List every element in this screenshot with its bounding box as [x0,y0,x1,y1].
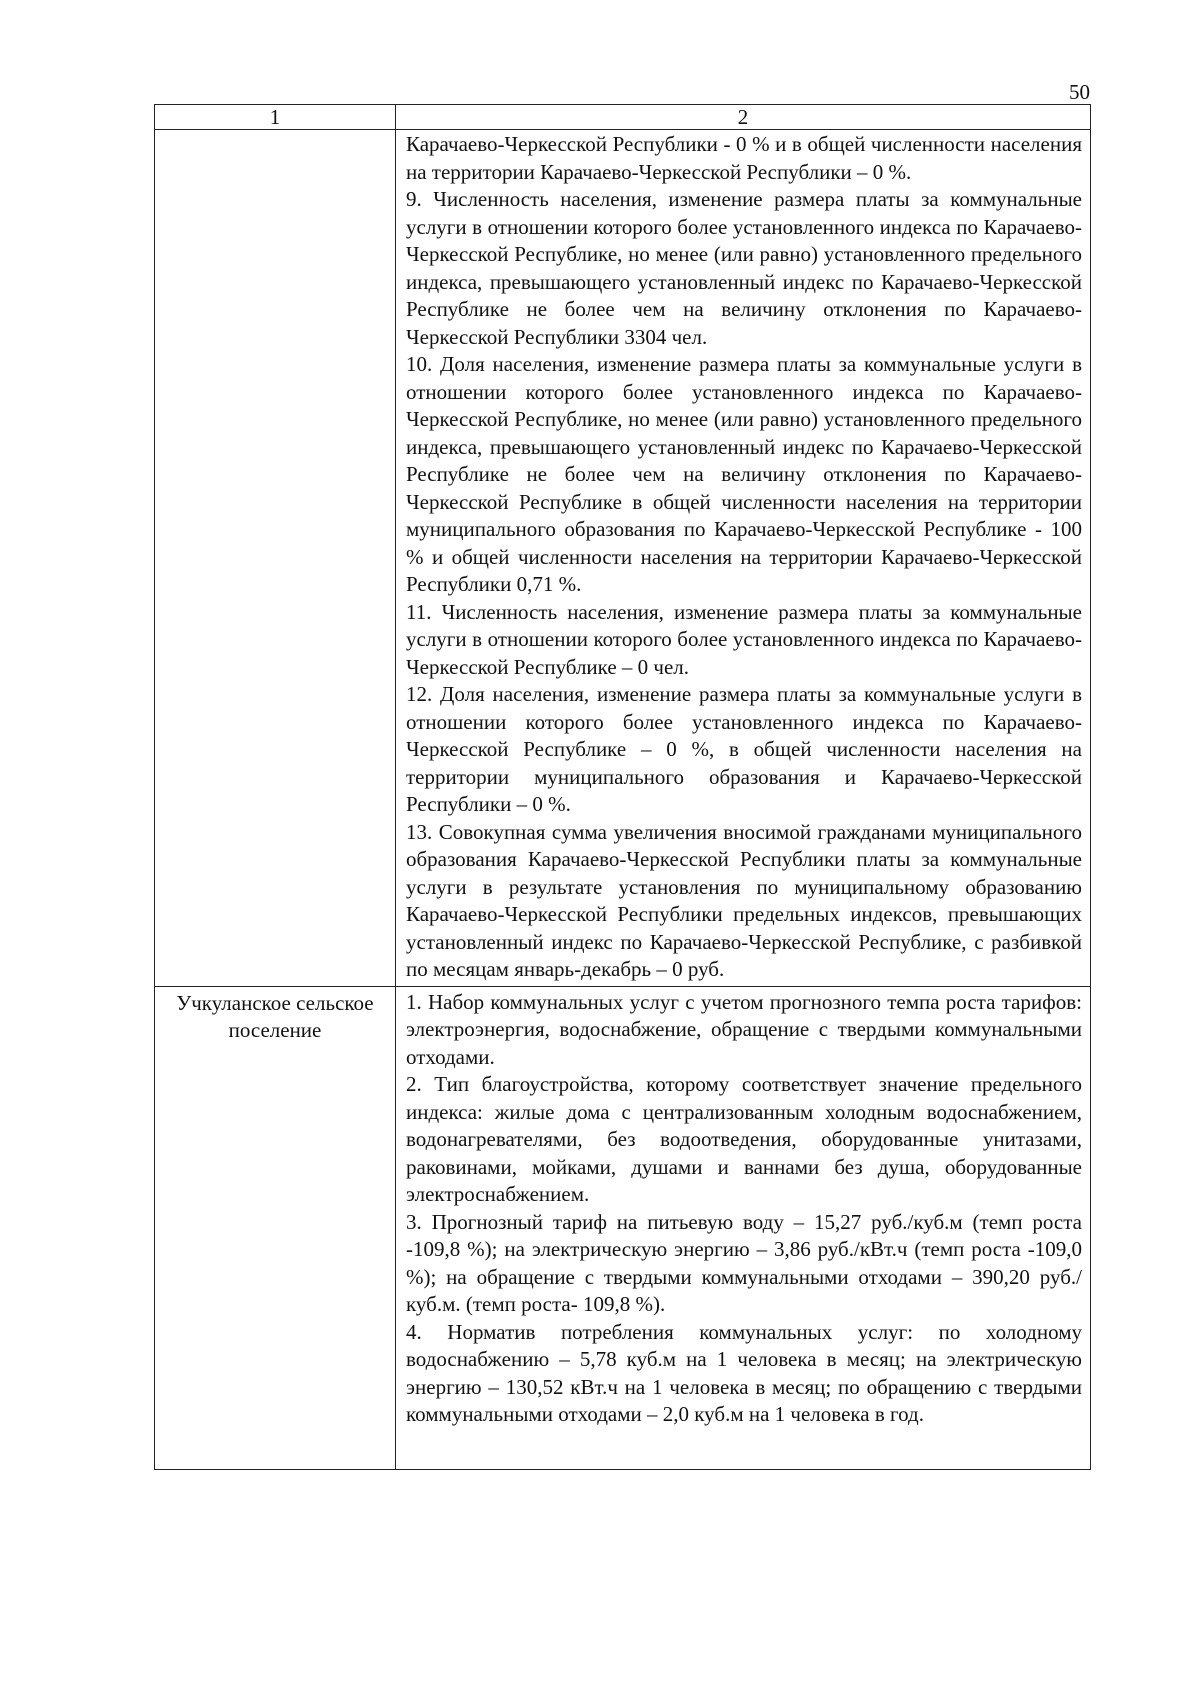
header-cell-column-1 [155,105,396,130]
municipality-name [155,130,395,133]
indicator-paragraph: 10. Доля населения, изменение размера платы за коммунальные услуги в отношении которого более установленного индекса по Карачаево-Черкесской Республике, но менее (или равно) установленного предельного индекса, превышающего установленный индекс по Карачаево-Черкесской Республике не более чем на величину отклонения по Карачаево-Черкесской Республике в общей численности населения на территории муниципального образования по Карачаево-Черкесской Республике - 100 % и общей численности населения на территории Карачаево-Черкесской Республики 0,71 %. [406,352,1082,596]
indicators-text [396,130,1090,986]
indicator-paragraph: 3. Прогнозный тариф на питьевую воду – 15,27 руб./куб.м (темп роста -109,8 %); на электрическую энергию – 3,86 руб./кВт.ч (темп роста -109,0 %); на обращение с твердыми коммунальными отходами – 390,20 руб./куб.м. (темп роста- 109,8 %). [406,1209,1082,1316]
header-cell-column-2 [396,105,1091,130]
table-row [155,130,1091,987]
indicator-paragraph: 13. Совокупная сумма увеличения вносимой гражданами муниципального образования Карачаево-Черкесской Республики платы за коммунальные услуги в результате установления по муниципальному образованию Карачаево-Черкесской Республики предельных индексов, превышающих установленный индекс по Карачаево-Черкесской Республике, с разбивкой по месяцам январь-декабрь – 0 руб. [406,819,1082,981]
table-header-row [155,105,1091,130]
column-1-header: 1 [269,105,281,129]
municipality-cell [155,986,396,1469]
indicators-cell [396,986,1091,1469]
indicator-paragraph: 12. Доля населения, изменение размера платы за коммунальные услуги в отношении которого более установленного индекса по Карачаево-Черкесской Республике – 0 %, в общей численности населения на территории муниципального образования и Карачаево-Черкесской Республики – 0 %. [406,682,1082,816]
document-table [154,104,1091,1470]
indicator-paragraph: Карачаево-Черкесской Республики - 0 % и в общей численности населения на территории Карачаево-Черкесской Республики – 0 %. [406,132,1082,184]
table-row [155,986,1091,1469]
column-2-header: 2 [737,105,749,129]
indicator-paragraph: 11. Численность населения, изменение размера платы за коммунальные услуги в отношении которого более установленного индекса по Карачаево-Черкесской Республике – 0 чел. [406,599,1082,679]
municipality-cell [155,130,396,987]
indicator-paragraph: 2. Тип благоустройства, которому соответствует значение предельного индекса: жилые дома с централизованным холодным водоснабжением, водонагревателями, без водоотведения, оборудованные унитазами, раковинами, мойками, душами и ваннами без душа, оборудованные электроснабжением. [406,1072,1082,1206]
indicator-paragraph: 4. Норматив потребления коммунальных услуг: по холодному водоснабжению – 5,78 куб.м на 1 человека в месяц; на электрическую энергию – 130,52 кВт.ч на 1 человека в месяц; по обращению с твердыми коммунальными отходами – 2,0 куб.м на 1 человека в год. [406,1319,1082,1426]
indicator-paragraph: 1. Набор коммунальных услуг с учетом прогнозного темпа роста тарифов: электроэнергия, водоснабжение, обращение с твердыми коммунальными отходами. [406,989,1082,1069]
indicators-cell [396,130,1091,987]
municipality-name: Учкуланское сельское поселение [176,990,374,1042]
page-number: 50 [1069,80,1090,104]
indicator-paragraph: 9. Численность населения, изменение размера платы за коммунальные услуги в отношении которого более установленного индекса по Карачаево-Черкесской Республике, но менее (или равно) установленного предельного индекса, превышающего установленный индекс по Карачаево-Черкесской Республике не более чем на величину отклонения по Карачаево-Черкесской Республики 3304 чел. [406,187,1082,349]
indicators-text [396,987,1090,1469]
